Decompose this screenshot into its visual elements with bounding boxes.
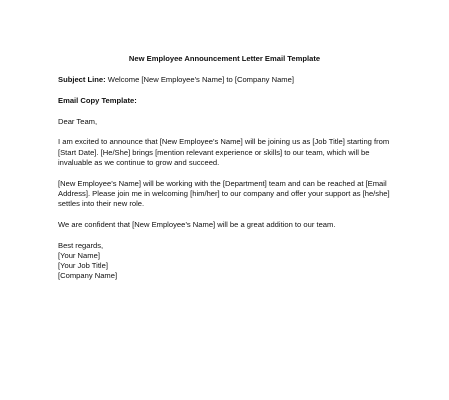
paragraph-1: [58, 137, 391, 168]
paragraph-3-line: We are confident that [New Employee’s Name] will be a great addition to our team.: [58, 219, 336, 229]
email-copy-heading: [58, 96, 391, 106]
subject-value: Welcome [New Employee's Name] to [Company Name]: [105, 75, 294, 84]
signature-name: [Your Name]: [58, 250, 100, 260]
signature-job-title: [Your Job Title]: [58, 261, 108, 270]
paragraph-2-line: settles into their new role.: [58, 199, 145, 208]
closing: Best regards,: [58, 240, 104, 250]
subject-line: [58, 75, 391, 85]
paragraph-3: [58, 220, 391, 230]
paragraph-2-line: [New Employee’s Name] will be working with the [Department] team and can be reached at [Email: [58, 178, 387, 188]
greeting-text: Dear Team,: [58, 116, 98, 126]
signature-company: [Company Name]: [58, 271, 118, 281]
paragraph-1-line: [Start Date]. [He/She] brings [mention relevant experience or skills] to our team, which will be: [58, 147, 370, 157]
greeting: [58, 117, 391, 127]
paragraph-1-line: I am excited to announce that [New Employee’s Name] will be joining us as [Job Title] starting from: [58, 137, 390, 147]
paragraph-2-line: Address]. Please join me in welcoming [him/her] to our company and offer your support as [he/she]: [58, 188, 390, 198]
paragraph-1-line: invaluable as we continue to grow and succeed.: [58, 157, 220, 167]
document-title: New Employee Announcement Letter Email Template: [128, 54, 321, 63]
paragraph-2: [58, 179, 391, 210]
signature-block: [58, 241, 391, 282]
email-copy-label: Email Copy Template:: [58, 95, 137, 105]
subject-label: Subject Line:: [58, 75, 106, 84]
